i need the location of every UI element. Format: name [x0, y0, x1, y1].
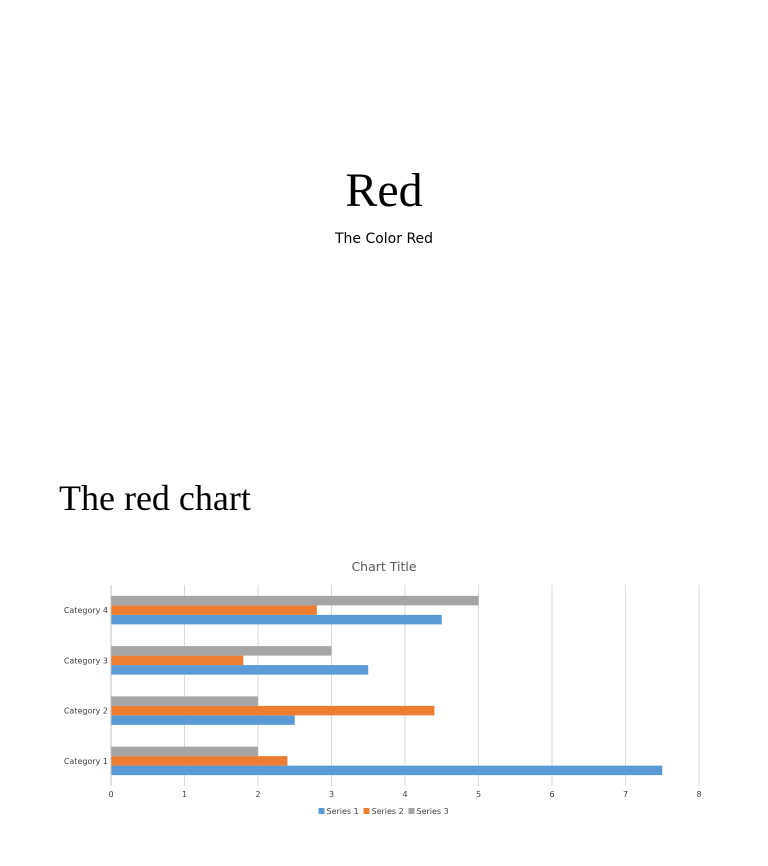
- legend-swatch: [364, 808, 370, 814]
- category-label: Category 3: [63, 656, 108, 666]
- legend-label: Series 3: [416, 807, 449, 816]
- x-tick-label: 7: [622, 790, 629, 799]
- legend-label: Series 1: [326, 807, 359, 816]
- chart-legend: [319, 807, 449, 816]
- bar-series-2-category-2: [111, 706, 434, 716]
- bar-series-3-category-3: [111, 646, 332, 656]
- bar-series-2-category-4: [111, 605, 317, 615]
- document-subtitle: The Color Red: [334, 231, 434, 247]
- x-tick-label: 5: [475, 790, 482, 799]
- bar-series-3-category-1: [111, 747, 258, 757]
- chart-bars: [111, 596, 662, 775]
- bar-series-1-category-4: [111, 615, 442, 625]
- bar-series-1-category-3: [111, 665, 368, 675]
- document-title: Red: [345, 164, 423, 217]
- chart-title: Chart Title: [351, 559, 417, 574]
- x-tick-label: 6: [549, 790, 555, 799]
- category-label: Category 4: [63, 606, 108, 616]
- bar-series-3-category-4: [111, 596, 479, 606]
- x-tick-label: 2: [255, 790, 261, 799]
- section-heading: The red chart: [59, 478, 251, 518]
- x-tick-label: 0: [108, 790, 114, 799]
- legend-swatch: [409, 808, 415, 814]
- bar-series-1-category-1: [111, 766, 662, 776]
- legend-label: Series 2: [371, 807, 404, 816]
- x-tick-label: 4: [402, 790, 408, 799]
- x-tick-label: 1: [181, 790, 188, 799]
- bar-series-3-category-2: [111, 696, 258, 706]
- bar-series-2-category-3: [111, 656, 243, 666]
- x-tick-label: 8: [696, 790, 702, 799]
- bar-series-2-category-1: [111, 756, 287, 766]
- chart-container: [0, 550, 768, 840]
- category-label: Category 2: [63, 706, 108, 716]
- category-label: Category 1: [63, 756, 108, 766]
- legend-swatch: [319, 808, 325, 814]
- x-tick-label: 3: [328, 790, 335, 799]
- bar-chart: [0, 550, 768, 840]
- bar-series-1-category-2: [111, 715, 295, 725]
